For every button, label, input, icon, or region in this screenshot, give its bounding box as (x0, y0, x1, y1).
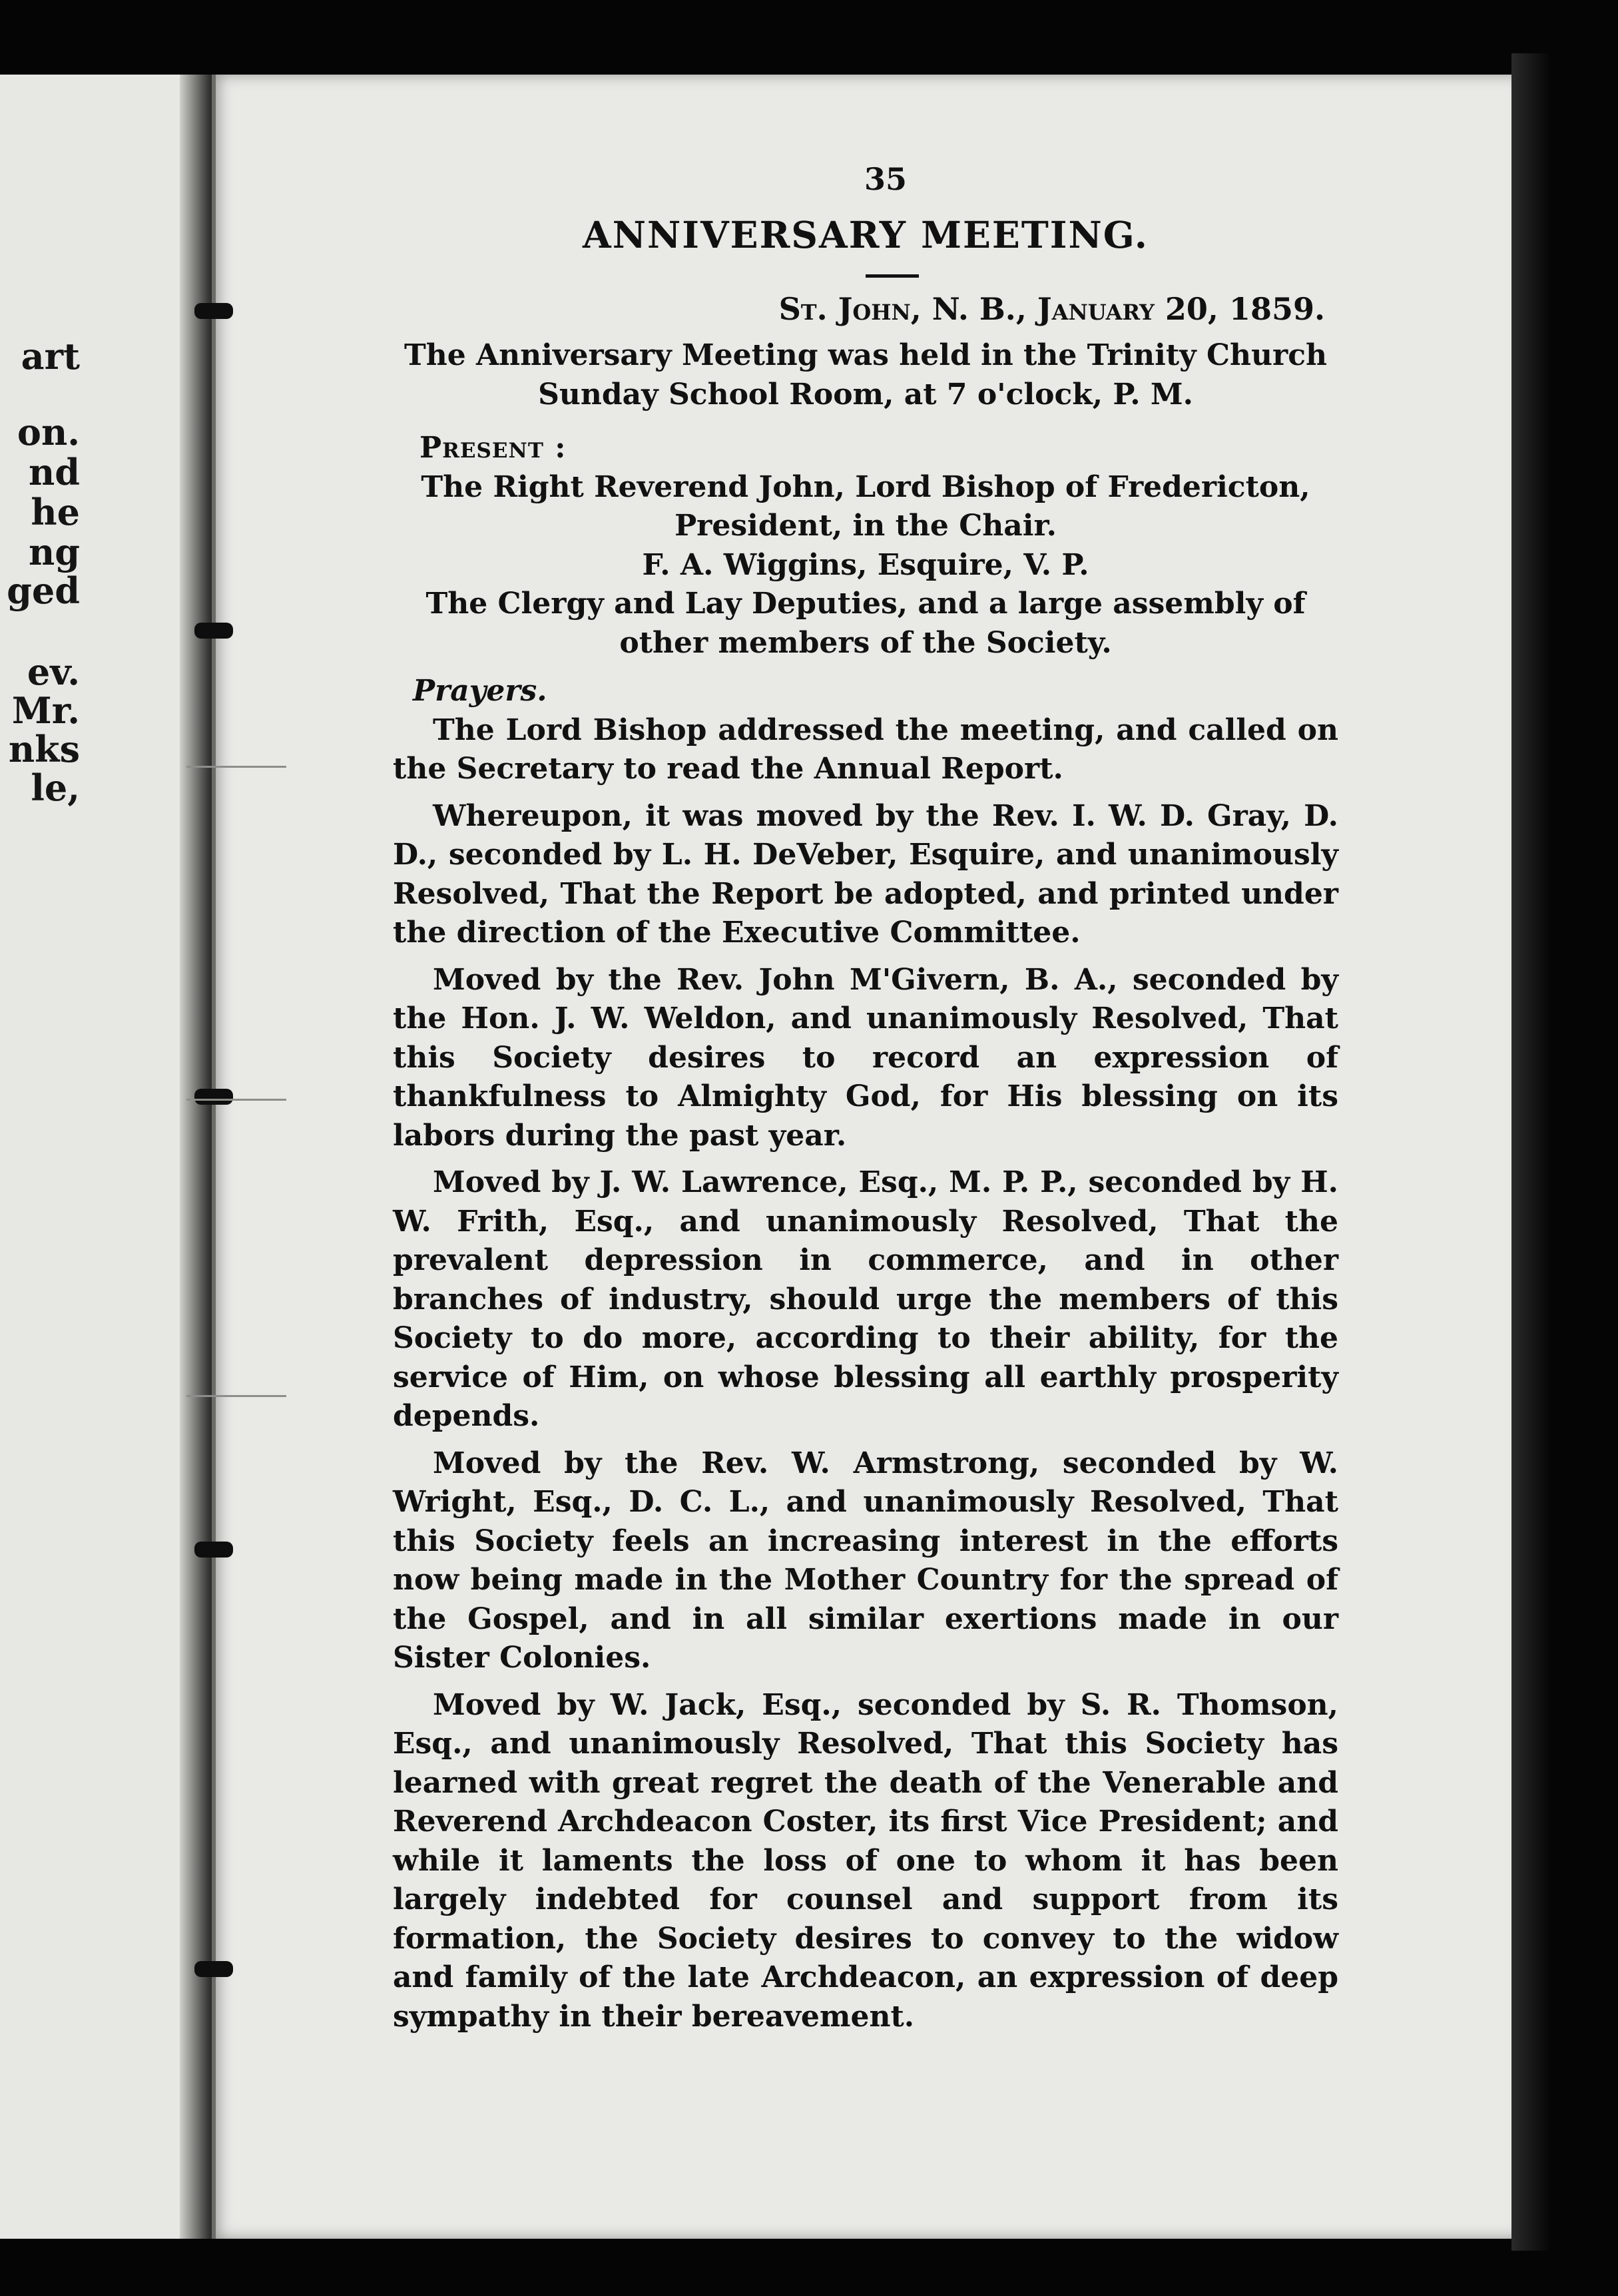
binding-stitch (194, 1961, 233, 1977)
dateline: St. John, N. B., January 20, 1859. (778, 291, 1325, 327)
paragraph: The Lord Bishop addressed the meeting, and called on the Secretary to read the Annual Report. (393, 713, 1338, 786)
intro-paragraph: The Anniversary Meeting was held in the Trinity Church Sunday School Room, at 7 o'clock, P. M. (404, 338, 1327, 412)
left-fragment: ged (7, 569, 80, 612)
paragraph: Whereupon, it was moved by the Rev. I. W. D. Gray, D. D., seconded by L. H. DeVeber, Esquire, and unanimously Resolved, That the Report be adopted, and printed under the direction of the Executive Committee. (393, 798, 1338, 950)
left-page (0, 75, 200, 2239)
left-fragment: on. (17, 411, 80, 453)
paragraph: Moved by W. Jack, Esq., seconded by S. R. Thomson, Esq., and unanimously Resolved, That this Society has learned with great regret the death of the Venerable and Reverend Archdeacon Coster, its first Vice President; and while it laments the loss of one to whom it has been largely indebted for counsel and support from its formation, the Society desires to convey to the widow and family of the late Archdeacon, an expression of deep sympathy in their bereavement. (393, 1687, 1338, 2034)
left-fragment: le, (31, 766, 80, 809)
page-edge-shadow (1511, 53, 1551, 2251)
left-fragment: he (31, 491, 80, 533)
present-item: The Right Reverend John, Lord Bishop of Fredericton, President, in the Chair. (421, 469, 1310, 543)
binding-stitch (194, 303, 233, 319)
stitch-mark (186, 1099, 286, 1101)
binding-stitch (194, 623, 233, 639)
paragraph: Moved by J. W. Lawrence, Esq., M. P. P., seconded by H. W. Frith, Esq., and unanimously Resolved, That the prevalent depression in commerce, and in other branches of industry, should urge the members of this Society to do more, according to their ability, for the service of Him, on whose blessing all earthly prosperity depends. (393, 1165, 1338, 1433)
stitch-mark (186, 766, 286, 768)
heading-rule (866, 274, 919, 278)
left-fragment: nks (8, 728, 80, 770)
page-heading: ANNIVERSARY MEETING. (583, 213, 1149, 256)
binding-stitch (194, 1089, 233, 1105)
left-fragment: ng (28, 531, 80, 573)
left-fragment: nd (28, 451, 80, 493)
binding-line (212, 75, 216, 2239)
present-item: The Clergy and Lay Deputies, and a large assembly of other members of the Society. (425, 587, 1306, 660)
page-text (393, 160, 1338, 2044)
paragraph: Moved by the Rev. W. Armstrong, seconded by W. Wright, Esq., D. C. L., and unanimously Resolved, That this Society feels an increasing interest in the efforts now being made in the Mother Country for the spread of the Gospel, and in all similar exertions made in our Sister Colonies. (393, 1446, 1338, 1675)
prayers-label: Prayers. (413, 674, 547, 708)
stitch-mark (186, 1395, 286, 1397)
binding-stitch (194, 1542, 233, 1558)
paragraph: Moved by the Rev. John M'Givern, B. A., seconded by the Hon. J. W. Weldon, and unanimously Resolved, That this Society desires to record an expression of thankfulness to Almighty God, for His blessing on its labors during the past year. (393, 962, 1338, 1153)
left-fragment: ev. (27, 651, 80, 693)
left-fragment: Mr. (11, 689, 80, 732)
page-number: 35 (864, 161, 907, 197)
present-label: Present : (419, 431, 567, 465)
left-fragment: art (21, 335, 80, 378)
present-item: F. A. Wiggins, Esquire, V. P. (642, 547, 1089, 582)
